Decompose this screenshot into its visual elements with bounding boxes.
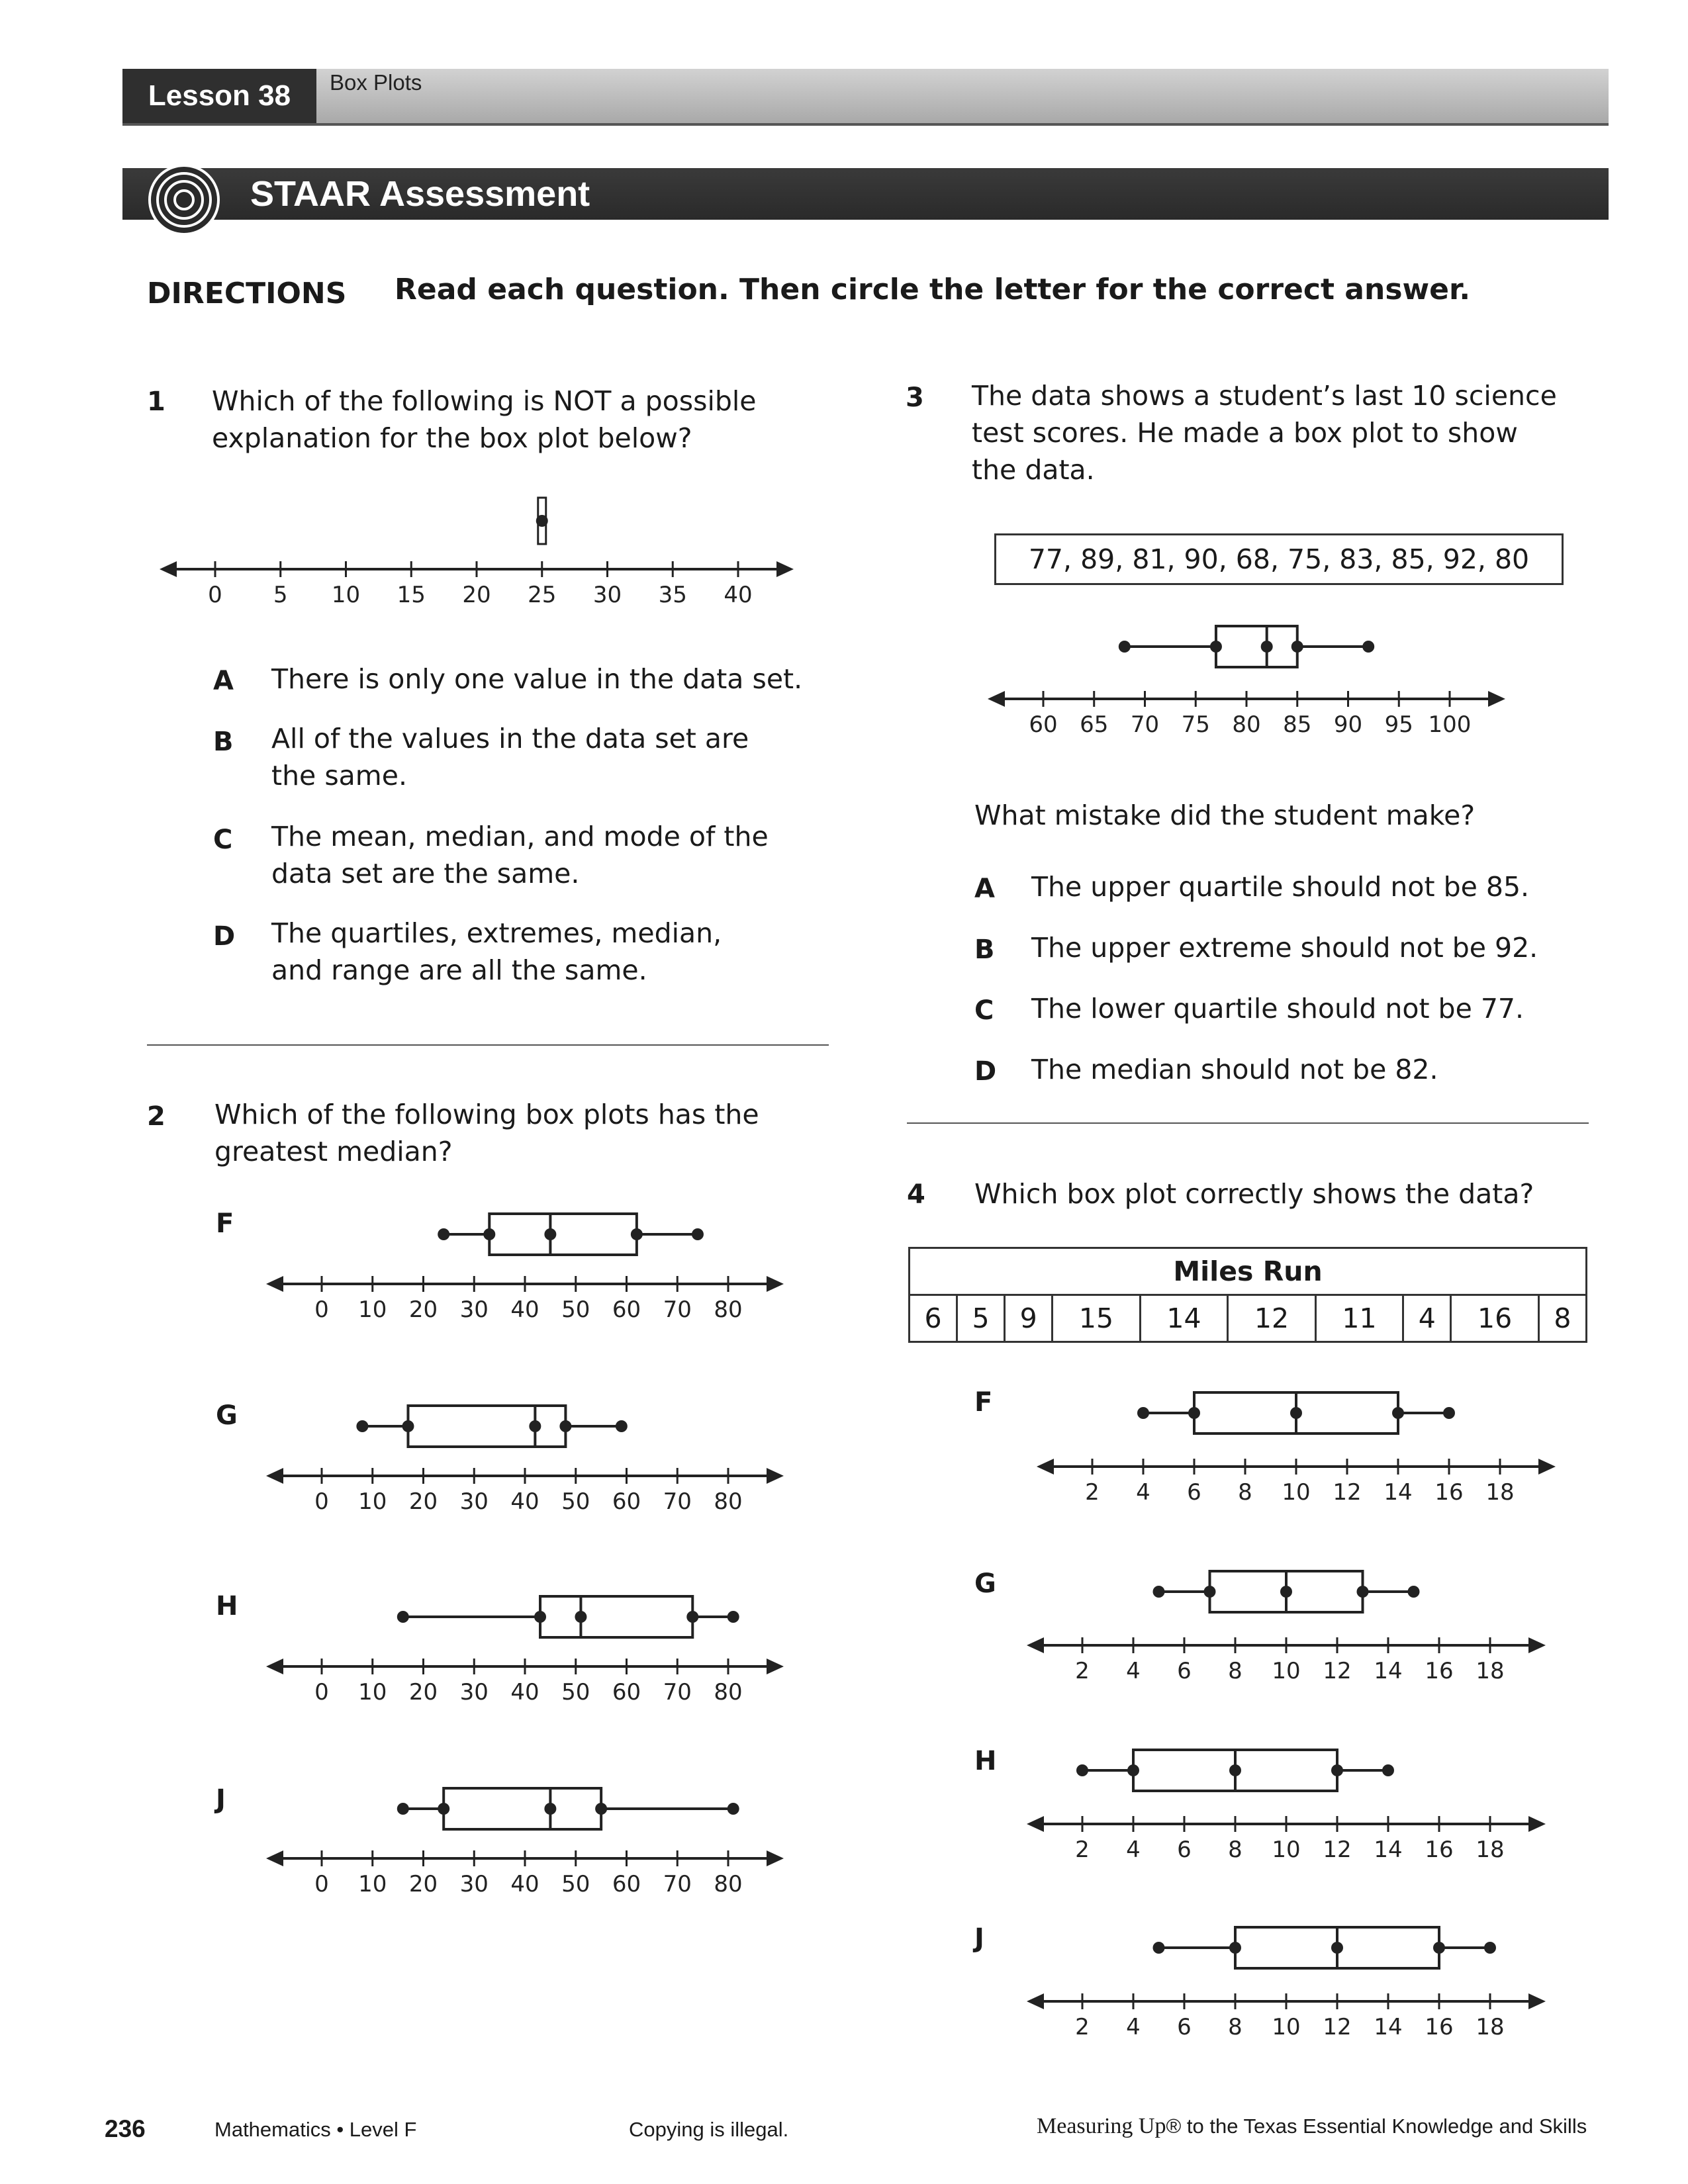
- q2-plot-g-label[interactable]: G: [216, 1400, 238, 1431]
- tick-label: 70: [663, 1488, 692, 1515]
- q3-text-line-3: the data.: [972, 454, 1095, 486]
- lower-extreme-point: [1153, 1942, 1165, 1954]
- median-point: [1229, 1764, 1241, 1776]
- median-point: [1331, 1942, 1343, 1954]
- arrow-left-icon: [266, 1659, 283, 1674]
- arrow-left-icon: [160, 561, 177, 577]
- tick-label: 18: [1485, 1479, 1515, 1506]
- q3-choice-d-text: The median should not be 82.: [1031, 1054, 1438, 1085]
- q3-number: 3: [906, 383, 924, 413]
- tick-label: 12: [1323, 1658, 1352, 1684]
- arrow-right-icon: [1538, 1459, 1556, 1475]
- lower-quartile-point: [1127, 1764, 1139, 1776]
- q1-divider: [147, 1044, 829, 1046]
- upper-quartile-point: [1357, 1586, 1369, 1598]
- tick-label: 10: [358, 1871, 387, 1897]
- q3-text-line-2: test scores. He made a box plot to show: [972, 417, 1518, 449]
- q4-table-cell: 6: [910, 1295, 957, 1342]
- lower-extreme-point: [356, 1420, 368, 1432]
- tick-label: 8: [1228, 1837, 1243, 1863]
- q4-table-cell: 8: [1538, 1295, 1586, 1342]
- tick-label: 15: [397, 582, 426, 608]
- q1-choice-c-text-2: data set are the same.: [271, 858, 580, 889]
- tick-label: 10: [1272, 1837, 1301, 1863]
- tick-label: 30: [459, 1871, 489, 1897]
- box: [1216, 626, 1297, 667]
- q4-box-plot-f: [1033, 1377, 1562, 1522]
- spiral-icon: [147, 163, 221, 237]
- tick-label: 60: [612, 1488, 641, 1515]
- upper-quartile-point: [1433, 1942, 1445, 1954]
- tick-label: 4: [1136, 1479, 1150, 1506]
- tick-label: 10: [358, 1679, 387, 1706]
- q3-choice-a-text: The upper quartile should not be 85.: [1031, 871, 1530, 903]
- lower-quartile-point: [438, 1803, 449, 1815]
- q1-choice-d-text-1: The quartiles, extremes, median,: [271, 917, 722, 949]
- q4-table-cell: 16: [1451, 1295, 1539, 1342]
- q4-table-title: Miles Run: [910, 1248, 1587, 1295]
- tick-label: 14: [1374, 2014, 1403, 2040]
- q4-table-cell: 9: [1005, 1295, 1053, 1342]
- tick-label: 8: [1228, 2014, 1243, 2040]
- tick-label: 80: [714, 1297, 743, 1323]
- tick-label: 14: [1383, 1479, 1413, 1506]
- lower-quartile-point: [483, 1228, 495, 1240]
- arrow-right-icon: [767, 1850, 784, 1866]
- median-point: [529, 1420, 541, 1432]
- q4-table-cell: 14: [1140, 1295, 1228, 1342]
- q3-choice-a-letter[interactable]: A: [974, 874, 995, 904]
- upper-extreme-point: [1408, 1586, 1420, 1598]
- tick-label: 25: [528, 582, 557, 608]
- tick-label: 40: [724, 582, 753, 608]
- tick-label: 100: [1428, 711, 1472, 738]
- q2-box-plot-h: [265, 1583, 794, 1729]
- tick-label: 6: [1177, 2014, 1192, 2040]
- tick-label: 0: [314, 1488, 329, 1515]
- lower-extreme-point: [1153, 1586, 1165, 1598]
- median-point: [536, 515, 548, 527]
- arrow-right-icon: [1528, 1637, 1546, 1653]
- arrow-right-icon: [767, 1276, 784, 1292]
- q1-choice-b-text-1: All of the values in the data set are: [271, 723, 749, 754]
- q2-text-line-1: Which of the following box plots has the: [214, 1099, 759, 1130]
- arrow-left-icon: [266, 1276, 283, 1292]
- tick-label: 4: [1126, 1837, 1141, 1863]
- tick-label: 65: [1080, 711, 1109, 738]
- q3-text-line-1: The data shows a student’s last 10 science: [972, 380, 1557, 412]
- q3-box-plot: [986, 615, 1516, 754]
- q2-box-plot-g: [265, 1392, 794, 1538]
- footer-subject: Mathematics • Level F: [214, 2118, 417, 2141]
- tick-label: 5: [273, 582, 288, 608]
- upper-quartile-point: [595, 1803, 607, 1815]
- median-point: [1261, 641, 1273, 653]
- tick-label: 20: [408, 1297, 438, 1323]
- q4-table-cell: 11: [1315, 1295, 1403, 1342]
- tick-label: 16: [1434, 1479, 1464, 1506]
- q4-text: Which box plot correctly shows the data?: [974, 1178, 1534, 1210]
- footer-brand-suffix: ® to the Texas Essential Knowledge and Skills: [1166, 2115, 1587, 2138]
- footer-copy-notice: Copying is illegal.: [629, 2118, 789, 2141]
- upper-quartile-point: [631, 1228, 643, 1240]
- lower-extreme-point: [438, 1228, 449, 1240]
- arrow-left-icon: [1027, 1816, 1044, 1832]
- tick-label: 85: [1283, 711, 1312, 738]
- tick-label: 2: [1085, 1479, 1100, 1506]
- upper-extreme-point: [616, 1420, 628, 1432]
- tick-label: 0: [314, 1297, 329, 1323]
- tick-label: 60: [612, 1871, 641, 1897]
- upper-quartile-point: [559, 1420, 571, 1432]
- box: [444, 1788, 601, 1829]
- tick-label: 75: [1181, 711, 1210, 738]
- median-point: [1280, 1586, 1292, 1598]
- q1-text-line-1: Which of the following is NOT a possible: [212, 385, 757, 417]
- tick-label: 2: [1075, 1658, 1090, 1684]
- tick-label: 95: [1384, 711, 1413, 738]
- lesson-number: Lesson 38: [122, 69, 316, 123]
- tick-label: 80: [714, 1679, 743, 1706]
- arrow-right-icon: [1488, 691, 1505, 707]
- tick-label: 2: [1075, 1837, 1090, 1863]
- tick-label: 0: [208, 582, 222, 608]
- q3-choice-c-letter[interactable]: C: [974, 995, 994, 1026]
- q4-number: 4: [907, 1179, 925, 1210]
- box: [408, 1406, 565, 1447]
- q1-choice-a-letter[interactable]: A: [213, 666, 234, 696]
- tick-label: 8: [1238, 1479, 1252, 1506]
- q4-table-cell: 5: [957, 1295, 1005, 1342]
- lower-quartile-point: [1204, 1586, 1216, 1598]
- arrow-right-icon: [767, 1659, 784, 1674]
- tick-label: 16: [1425, 1658, 1454, 1684]
- q3-divider: [907, 1122, 1589, 1124]
- q1-choice-c-letter[interactable]: C: [213, 825, 233, 855]
- arrow-right-icon: [776, 561, 794, 577]
- q4-box-plot-g: [1023, 1555, 1552, 1701]
- q1-text-line-2: explanation for the box plot below?: [212, 422, 692, 454]
- lesson-topic: Box Plots: [330, 70, 422, 95]
- q3-choice-b-letter[interactable]: B: [974, 934, 995, 965]
- q4-miles-table: [908, 1247, 1587, 1343]
- q4-table-cell: 15: [1053, 1295, 1141, 1342]
- tick-label: 18: [1476, 2014, 1505, 2040]
- tick-label: 70: [663, 1871, 692, 1897]
- tick-label: 30: [592, 582, 622, 608]
- tick-label: 14: [1374, 1837, 1403, 1863]
- tick-label: 70: [663, 1297, 692, 1323]
- upper-quartile-point: [686, 1611, 698, 1623]
- tick-label: 70: [663, 1679, 692, 1706]
- tick-label: 4: [1126, 1658, 1141, 1684]
- tick-label: 0: [314, 1871, 329, 1897]
- q4-table-cell: 12: [1228, 1295, 1316, 1342]
- tick-label: 30: [459, 1679, 489, 1706]
- tick-label: 60: [612, 1679, 641, 1706]
- tick-label: 18: [1476, 1837, 1505, 1863]
- tick-label: 6: [1187, 1479, 1201, 1506]
- directions-label: DIRECTIONS: [147, 277, 347, 310]
- arrow-left-icon: [266, 1850, 283, 1866]
- q1-box-plot: [146, 483, 834, 629]
- lower-quartile-point: [1210, 641, 1222, 653]
- q4-table-cell: 4: [1403, 1295, 1451, 1342]
- arrow-right-icon: [1528, 1816, 1546, 1832]
- arrow-left-icon: [266, 1468, 283, 1484]
- median-point: [544, 1803, 556, 1815]
- upper-extreme-point: [727, 1611, 739, 1623]
- tick-label: 50: [561, 1871, 590, 1897]
- lower-extreme-point: [1119, 641, 1131, 653]
- lower-extreme-point: [397, 1803, 409, 1815]
- tick-label: 50: [561, 1488, 590, 1515]
- tick-label: 4: [1126, 2014, 1141, 2040]
- q1-choice-c-text-1: The mean, median, and mode of the: [271, 821, 769, 852]
- tick-label: 40: [510, 1297, 539, 1323]
- lower-quartile-point: [534, 1611, 546, 1623]
- tick-label: 10: [1272, 2014, 1301, 2040]
- q1-choice-d-text-2: and range are all the same.: [271, 954, 647, 986]
- q3-choice-d-letter[interactable]: D: [974, 1056, 997, 1087]
- q2-box-plot-j: [265, 1775, 794, 1921]
- upper-extreme-point: [1443, 1407, 1455, 1419]
- q1-choice-b-letter[interactable]: B: [213, 727, 234, 757]
- tick-label: 60: [612, 1297, 641, 1323]
- tick-label: 12: [1333, 1479, 1362, 1506]
- tick-label: 2: [1075, 2014, 1090, 2040]
- median-point: [575, 1611, 586, 1623]
- q2-text-line-2: greatest median?: [214, 1136, 453, 1167]
- upper-extreme-point: [1484, 1942, 1496, 1954]
- q2-number: 2: [147, 1101, 165, 1132]
- tick-label: 12: [1323, 1837, 1352, 1863]
- tick-label: 10: [358, 1488, 387, 1515]
- tick-label: 70: [1130, 711, 1160, 738]
- lower-quartile-point: [402, 1420, 414, 1432]
- arrow-left-icon: [988, 691, 1005, 707]
- tick-label: 90: [1333, 711, 1363, 738]
- box: [489, 1214, 637, 1255]
- lower-quartile-point: [1188, 1407, 1200, 1419]
- q2-plot-f-label[interactable]: F: [216, 1208, 234, 1239]
- tick-label: 40: [510, 1679, 539, 1706]
- tick-label: 10: [331, 582, 361, 608]
- q4-box-plot-j: [1023, 1911, 1552, 2057]
- arrow-left-icon: [1037, 1459, 1054, 1475]
- upper-quartile-point: [1392, 1407, 1404, 1419]
- tick-label: 14: [1374, 1658, 1403, 1684]
- upper-extreme-point: [692, 1228, 704, 1240]
- tick-label: 18: [1476, 1658, 1505, 1684]
- lower-quartile-point: [1229, 1942, 1241, 1954]
- tick-label: 10: [358, 1297, 387, 1323]
- tick-label: 6: [1177, 1837, 1192, 1863]
- q1-choice-d-letter[interactable]: D: [213, 921, 236, 952]
- upper-quartile-point: [1291, 641, 1303, 653]
- q2-plot-h-label[interactable]: H: [216, 1591, 238, 1621]
- lower-extreme-point: [397, 1611, 409, 1623]
- lower-extreme-point: [1137, 1407, 1149, 1419]
- arrow-right-icon: [1528, 1993, 1546, 2009]
- tick-label: 40: [510, 1871, 539, 1897]
- footer-brand: Measuring Up: [1037, 2114, 1166, 2138]
- tick-label: 10: [1272, 1658, 1301, 1684]
- median-point: [544, 1228, 556, 1240]
- q4-plot-h-label[interactable]: H: [974, 1746, 997, 1776]
- q4-plot-g-label[interactable]: G: [974, 1569, 996, 1599]
- arrow-left-icon: [1027, 1993, 1044, 2009]
- tick-label: 16: [1425, 1837, 1454, 1863]
- median-point: [1290, 1407, 1302, 1419]
- tick-label: 80: [714, 1871, 743, 1897]
- tick-label: 80: [1232, 711, 1261, 738]
- q4-plot-j-label[interactable]: J: [974, 1923, 984, 1954]
- tick-label: 0: [314, 1679, 329, 1706]
- tick-label: 16: [1425, 2014, 1454, 2040]
- tick-label: 12: [1323, 2014, 1352, 2040]
- tick-label: 20: [462, 582, 491, 608]
- q3-choice-c-text: The lower quartile should not be 77.: [1031, 993, 1524, 1024]
- q4-table-row: [910, 1295, 1587, 1342]
- tick-label: 20: [408, 1679, 438, 1706]
- assessment-title: STAAR Assessment: [250, 174, 590, 214]
- upper-extreme-point: [1362, 641, 1374, 653]
- tick-label: 35: [658, 582, 687, 608]
- arrow-left-icon: [1027, 1637, 1044, 1653]
- tick-label: 80: [714, 1488, 743, 1515]
- q3-choice-b-text: The upper extreme should not be 92.: [1031, 932, 1538, 964]
- q3-question: What mistake did the student make?: [974, 799, 1476, 831]
- q4-box-plot-h: [1023, 1734, 1552, 1880]
- arrow-right-icon: [767, 1468, 784, 1484]
- tick-label: 30: [459, 1488, 489, 1515]
- tick-label: 20: [408, 1488, 438, 1515]
- q1-number: 1: [147, 387, 165, 417]
- page-number: 236: [105, 2115, 146, 2142]
- lower-extreme-point: [1076, 1764, 1088, 1776]
- upper-quartile-point: [1331, 1764, 1343, 1776]
- box: [540, 1596, 692, 1637]
- upper-extreme-point: [1382, 1764, 1394, 1776]
- q2-plot-j-label[interactable]: J: [216, 1784, 226, 1815]
- q4-plot-f-label[interactable]: F: [974, 1387, 993, 1418]
- tick-label: 50: [561, 1679, 590, 1706]
- tick-label: 20: [408, 1871, 438, 1897]
- q1-choice-b-text-2: the same.: [271, 760, 407, 792]
- directions-text: Read each question. Then circle the letter for the correct answer.: [395, 273, 1471, 306]
- upper-extreme-point: [727, 1803, 739, 1815]
- tick-label: 30: [459, 1297, 489, 1323]
- q1-choice-a-text: There is only one value in the data set.: [271, 663, 803, 695]
- footer-brand-line: [1037, 2114, 1587, 2139]
- q2-box-plot-f: [265, 1201, 794, 1346]
- tick-label: 60: [1029, 711, 1058, 738]
- q3-data-box: 77, 89, 81, 90, 68, 75, 83, 85, 92, 80: [994, 533, 1564, 585]
- tick-label: 40: [510, 1488, 539, 1515]
- tick-label: 10: [1282, 1479, 1311, 1506]
- tick-label: 50: [561, 1297, 590, 1323]
- tick-label: 6: [1177, 1658, 1192, 1684]
- tick-label: 8: [1228, 1658, 1243, 1684]
